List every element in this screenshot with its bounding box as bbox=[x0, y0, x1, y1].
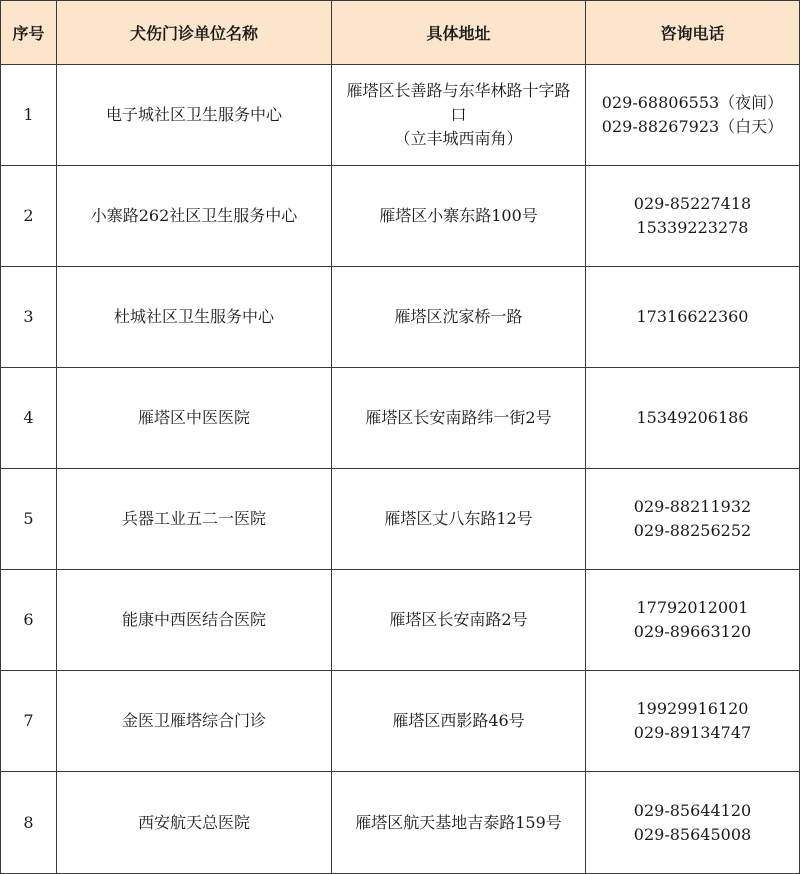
clinic-name: 电子城社区卫生服务中心 bbox=[57, 65, 332, 166]
address-line: （立丰城西南角） bbox=[394, 129, 523, 148]
address-line: 雁塔区西影路46号 bbox=[392, 711, 525, 730]
phone-number: 029-89663120 bbox=[633, 622, 752, 641]
clinic-phone bbox=[586, 267, 800, 368]
clinic-name: 西安航天总医院 bbox=[57, 772, 332, 874]
phone-number: 029-89134747 bbox=[633, 723, 752, 742]
clinic-name: 兵器工业五二一医院 bbox=[57, 469, 332, 570]
phone-number: 029-88256252 bbox=[633, 521, 752, 540]
clinic-name: 小寨路262社区卫生服务中心 bbox=[57, 166, 332, 267]
row-index: 3 bbox=[1, 267, 57, 368]
table-body bbox=[1, 65, 800, 874]
clinic-address bbox=[332, 65, 586, 166]
address-line: 雁塔区航天基地吉泰路159号 bbox=[355, 812, 562, 832]
table-row bbox=[1, 570, 800, 671]
address-line: 雁塔区小寨东路100号 bbox=[379, 206, 538, 225]
phone-number: 029-88267923（白天） bbox=[601, 117, 784, 136]
table-row bbox=[1, 267, 800, 368]
clinic-phone bbox=[586, 368, 800, 469]
clinic-address bbox=[332, 368, 586, 469]
phone-number: 19929916120 bbox=[636, 699, 749, 718]
clinic-phone bbox=[586, 65, 800, 166]
clinic-name: 杜城社区卫生服务中心 bbox=[57, 267, 332, 368]
row-index: 4 bbox=[1, 368, 57, 469]
clinic-phone bbox=[586, 469, 800, 570]
phone-number: 029-88211932 bbox=[633, 497, 752, 516]
phone-number: 15339223278 bbox=[636, 218, 749, 237]
table-row bbox=[1, 772, 800, 874]
table-row bbox=[1, 65, 800, 166]
phone-number: 17792012001 bbox=[636, 598, 749, 617]
row-index: 6 bbox=[1, 570, 57, 671]
address-line: 雁塔区丈八东路12号 bbox=[384, 509, 533, 528]
table-row bbox=[1, 166, 800, 267]
header-name: 犬伤门诊单位名称 bbox=[57, 1, 332, 65]
address-line: 雁塔区沈家桥一路 bbox=[394, 307, 523, 326]
table-row bbox=[1, 368, 800, 469]
phone-number: 029-68806553（夜间） bbox=[601, 93, 784, 112]
clinic-address bbox=[332, 166, 586, 267]
table-row bbox=[1, 469, 800, 570]
clinic-phone bbox=[586, 570, 800, 671]
header-index: 序号 bbox=[1, 1, 57, 65]
clinic-phone bbox=[586, 671, 800, 772]
clinic-phone bbox=[586, 166, 800, 267]
clinic-address bbox=[332, 570, 586, 671]
clinic-address bbox=[332, 772, 586, 874]
clinic-address bbox=[332, 469, 586, 570]
phone-number: 029-85644120 bbox=[633, 800, 752, 820]
row-index: 5 bbox=[1, 469, 57, 570]
phone-number: 17316622360 bbox=[636, 307, 749, 326]
clinic-name: 能康中西医结合医院 bbox=[57, 570, 332, 671]
clinic-name: 雁塔区中医医院 bbox=[57, 368, 332, 469]
address-line: 雁塔区长善路与东华林路十字路口 bbox=[346, 81, 571, 124]
header-phone: 咨询电话 bbox=[586, 1, 800, 65]
header-row bbox=[1, 1, 800, 65]
address-line: 雁塔区长安南路2号 bbox=[389, 610, 528, 629]
row-index: 1 bbox=[1, 65, 57, 166]
clinic-address bbox=[332, 267, 586, 368]
header-address: 具体地址 bbox=[332, 1, 586, 65]
phone-number: 029-85645008 bbox=[633, 824, 752, 844]
table-header bbox=[1, 1, 800, 65]
clinic-phone bbox=[586, 772, 800, 874]
phone-number: 029-85227418 bbox=[633, 194, 752, 213]
phone-number: 15349206186 bbox=[636, 408, 749, 427]
address-line: 雁塔区长安南路纬一街2号 bbox=[365, 408, 552, 427]
row-index: 7 bbox=[1, 671, 57, 772]
table-row bbox=[1, 671, 800, 772]
row-index: 8 bbox=[1, 772, 57, 874]
clinic-address bbox=[332, 671, 586, 772]
row-index: 2 bbox=[1, 166, 57, 267]
clinic-name: 金医卫雁塔综合门诊 bbox=[57, 671, 332, 772]
